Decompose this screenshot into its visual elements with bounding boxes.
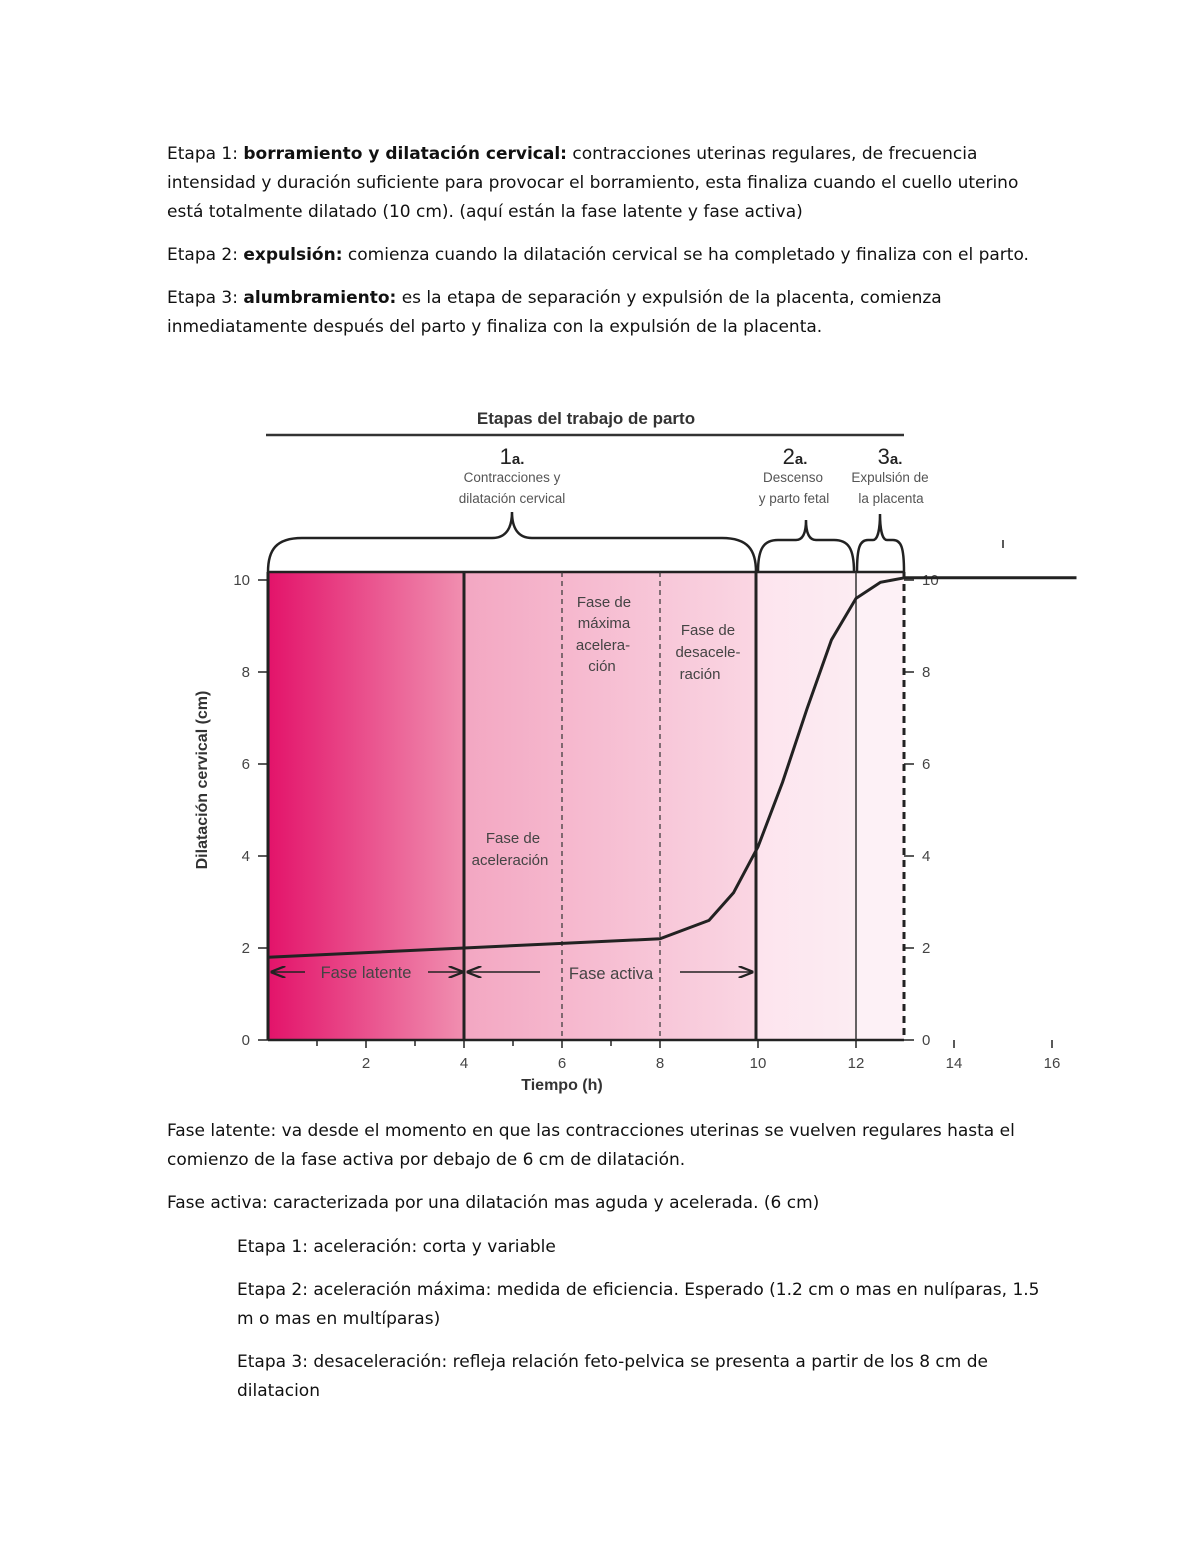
y-tick-label-left: 0 [241, 1032, 250, 1049]
paragraph-etapa-2 [167, 241, 1047, 270]
etapa-2-text: comienza cuando la dilatación cervical se ha completado y finaliza con el parto. [342, 245, 1029, 265]
x-axis-label: Tiempo (h) [521, 1077, 603, 1094]
stage-2-number: 2a. [782, 444, 808, 469]
paragraph-etapa-3 [167, 284, 1047, 342]
stage-2-line1: Descenso [762, 470, 824, 485]
labor-stages-chart [180, 395, 1061, 1105]
x-tick-label: 8 [655, 1055, 665, 1072]
stage-1-header [459, 444, 566, 506]
stage-2-region [756, 572, 856, 1040]
max-line1: Fase de [576, 594, 632, 611]
etapa-3-prefix: Etapa 3: [167, 288, 244, 308]
x-tick-label: 14 [945, 1055, 963, 1072]
stage-3-header [851, 444, 928, 506]
y-tick-label-right: 2 [922, 940, 931, 957]
brace-stage-3 [857, 514, 904, 572]
paragraph-etapa-3-desaceleracion: Etapa 3: desaceleración: refleja relación feto-pelvica se presenta a partir de los 8 cm de dilatacion [237, 1352, 988, 1401]
stage-3-region [856, 572, 904, 1040]
decel-line3: ración [679, 666, 721, 683]
decel-line2: desacele- [675, 644, 741, 661]
x-tick-label: 16 [1043, 1055, 1061, 1072]
y-tick-label-right: 6 [922, 756, 931, 773]
x-tick-label: 6 [557, 1055, 567, 1072]
paragraph-fase-latente: Fase latente: va desde el momento en que las contracciones uterinas se vuelven regulares hasta el comienzo de la fase activa por debajo de 6 cm de dilatación. [167, 1121, 1015, 1170]
brace-stage-1 [268, 512, 756, 572]
accel-line2: aceleración [471, 852, 549, 869]
chart-title: Etapas del trabajo de parto [476, 409, 696, 428]
y-tick-label-left: 2 [241, 940, 250, 957]
y-tick-label-left: 8 [241, 664, 250, 681]
etapa-3-text: es la etapa de separación y expulsión de la placenta, comienza inmediatamente después del parto y finaliza con la expulsión de la placenta. [167, 288, 942, 337]
stage-1-line2: dilatación cervical [458, 491, 566, 506]
x-tick-label: 4 [459, 1055, 469, 1072]
decel-line1: Fase de [680, 622, 736, 639]
max-line4: ción [588, 658, 616, 675]
stage-braces [268, 512, 904, 572]
paragraph-etapa-1-aceleracion: Etapa 1: aceleración: corta y variable [237, 1237, 556, 1257]
y-tick-label-right: 4 [922, 848, 931, 865]
etapa-2-prefix: Etapa 2: [167, 245, 244, 265]
etapa-1-text: contracciones uterinas regulares, de frecuencia intensidad y duración suficiente para provocar el borramiento, esta finaliza cuando el cuello uterino está totalmente dilatado (10 cm). (aquí están la fase latente y fase activa) [167, 144, 1019, 222]
y-tick-label-right: 0 [922, 1032, 931, 1049]
stage-1-number: 1a. [499, 444, 525, 469]
y-tick-label-left: 10 [233, 572, 250, 589]
stage-3-line1: Expulsión de [851, 470, 929, 485]
etapa-3-term: alumbramiento: [243, 288, 397, 308]
paragraph-fase-activa: Fase activa: caracterizada por una dilatación mas aguda y acelerada. (6 cm) [167, 1193, 820, 1213]
stage-2-line2: y parto fetal [758, 491, 830, 506]
x-tick-label: 2 [361, 1055, 371, 1072]
max-line3: acelera- [575, 637, 631, 654]
paragraph-etapa-2-aceleracion-maxima: Etapa 2: aceleración máxima: medida de eficiencia. Esperado (1.2 cm o mas en nulíparas, 1.5 m o mas en multíparas) [237, 1280, 1040, 1329]
y-tick-label-right: 8 [922, 664, 931, 681]
accel-line1: Fase de [485, 830, 541, 847]
etapa-2-term: expulsión: [243, 245, 343, 265]
latent-label: Fase latente [320, 964, 412, 982]
y-tick-label-right: 10 [922, 572, 939, 589]
stage-1-line1: Contracciones y [463, 470, 561, 485]
stage-2-header [759, 444, 830, 506]
y-tick-label-left: 6 [241, 756, 250, 773]
max-line2: máxima [577, 615, 631, 632]
stage-3-line2: la placenta [858, 491, 924, 506]
x-tick-label: 10 [749, 1055, 767, 1072]
stage-3-number: 3a. [877, 444, 903, 469]
y-axis-label: Dilatación cervical (cm) [194, 690, 211, 870]
active-label: Fase activa [568, 965, 654, 983]
brace-stage-2 [758, 520, 854, 572]
etapa-1-term: borramiento y dilatación cervical: [243, 144, 567, 164]
x-tick-label: 12 [847, 1055, 865, 1072]
y-tick-label-left: 4 [241, 848, 250, 865]
etapa-1-prefix: Etapa 1: [167, 144, 244, 164]
paragraph-etapa-1 [167, 140, 1047, 227]
